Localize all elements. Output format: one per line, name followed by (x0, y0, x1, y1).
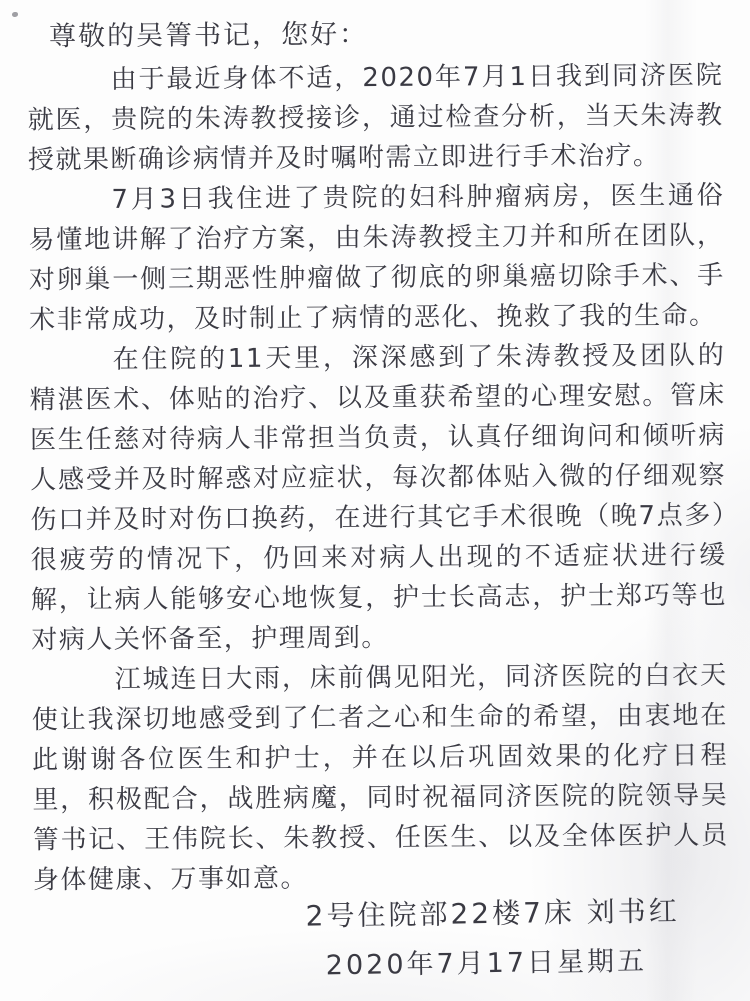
letter-paragraph: 7月3日我住进了贵院的妇科肿瘤病房，医生通俗易懂地讲解了治疗方案，由朱涛教授主刀并和所在团队，对卵巢一侧三期恶性肿瘤做了彻底的卵巢癌切除手术、手术非常成功，及时制止了病情的恶化、挽救了我的生命。 (28, 180, 725, 336)
signature-date: 2020年7月17日星期五 (325, 945, 648, 982)
signature-address-and-name: 2号住院部22楼7床 刘书红 (305, 894, 680, 933)
ink-dot (12, 12, 18, 17)
letter-paragraph: 由于最近身体不适，2020年7月1日我到同济医院就医，贵院的朱涛教授接诊，通过检查分析，当天朱涛教授就果断确诊病情并及时嘱咐需立即进行手术治疗。 (27, 60, 724, 176)
letter-paragraph: 在住院的11天里，深深感到了朱涛教授及团队的精湛医术、体贴的治疗、以及重获希望的心理安慰。管床医生任慈对待病人非常担当负责，认真仔细询问和倾听病人感受并及时解惑对应症状，每次都体贴入微的仔细观察伤口并及时对伤口换药，在进行其它手术很晚（晚7点多）很疲劳的情况下，仍回来对病人出现的不适症状进行缓解，让病人能够安心地恢复，护士长高志，护士郑巧等也对病人关怀备至，护理周到。 (29, 340, 728, 656)
letter-paragraph: 江城连日大雨，床前偶见阳光，同济医院的白衣天使让我深切地感受到了仁者之心和生命的希望，由衷地在此谢谢各位医生和护士，并在以后巩固效果的化疗日程里，积极配合，战胜病魔，同时祝福同济医院的院领导吴箐书记、王伟院长、朱教授、任医生、以及全体医护人员身体健康、万事如意。 (31, 660, 729, 896)
letter-salutation: 尊敬的吴箐书记，您好： (48, 19, 369, 53)
signature-block (305, 890, 680, 987)
letter-body (27, 12, 729, 901)
